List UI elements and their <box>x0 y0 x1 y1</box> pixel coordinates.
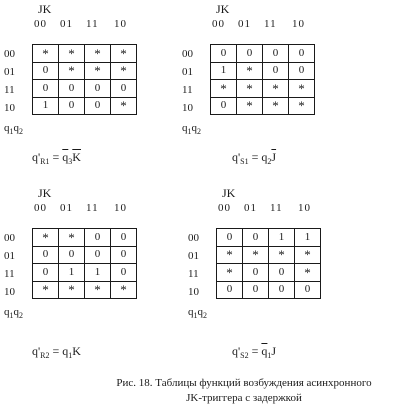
kmap-row <box>217 281 321 299</box>
col-header: 01 <box>60 18 73 30</box>
col-header: 00 <box>212 18 225 30</box>
col-header: 01 <box>238 18 251 30</box>
row-header: 01 <box>188 250 199 262</box>
kmap-cell: * <box>111 97 137 115</box>
kmap-cell: * <box>33 281 59 299</box>
kmap-cell: 0 <box>237 45 263 63</box>
row-header: 10 <box>188 286 199 298</box>
kmap-cell: 1 <box>59 264 85 282</box>
kmap-cell: 0 <box>33 80 59 98</box>
karnaugh-grid <box>32 44 137 115</box>
jk-label: JK <box>38 186 52 200</box>
row-header: 01 <box>4 250 15 262</box>
row-header: 00 <box>188 232 199 244</box>
kmap-row <box>33 45 137 63</box>
kmap-cell: 0 <box>217 229 243 247</box>
row-header: 01 <box>4 66 15 78</box>
col-header: 11 <box>270 202 283 214</box>
col-header: 11 <box>264 18 277 30</box>
kmap-cell: 0 <box>217 281 243 299</box>
q1q2-label: $q_1q_2$ <box>4 122 23 137</box>
kmap-cell: * <box>33 45 59 63</box>
kmap-row <box>33 97 137 115</box>
row-header: 10 <box>182 102 193 114</box>
kmap-cell: 0 <box>85 80 111 98</box>
figure-caption <box>84 376 404 406</box>
kmap-cell: 0 <box>85 97 111 115</box>
kmap-cell: * <box>85 45 111 63</box>
jk-label: JK <box>38 2 52 16</box>
kmap-cell: 0 <box>243 264 269 282</box>
kmap-s1 <box>182 2 342 142</box>
row-header: 00 <box>182 48 193 60</box>
col-header: 11 <box>86 202 99 214</box>
formula-r2: $q'_{R2} = q_1K$ <box>32 344 81 360</box>
row-header: 11 <box>4 84 15 96</box>
kmap-cell: * <box>85 62 111 80</box>
col-header: 10 <box>292 18 305 30</box>
kmap-cell: 0 <box>111 264 137 282</box>
row-header: 10 <box>4 102 15 114</box>
kmap-cell: 0 <box>211 45 237 63</box>
kmap-cell: * <box>111 281 137 299</box>
col-header: 10 <box>114 18 127 30</box>
kmap-cell: 0 <box>263 45 289 63</box>
col-header: 01 <box>244 202 257 214</box>
kmap-cell: 0 <box>263 62 289 80</box>
kmap-cell: * <box>59 281 85 299</box>
col-header: 01 <box>60 202 73 214</box>
kmap-cell: * <box>111 45 137 63</box>
col-header: 00 <box>34 202 47 214</box>
kmap-r1 <box>4 2 164 142</box>
formula-s1: $q'_{S1} = q_2\overline{J}$ <box>232 150 277 166</box>
kmap-cell: * <box>211 80 237 98</box>
kmap-cell: * <box>59 229 85 247</box>
formula-s2: $q'_{S2} = \overline{q}_1J$ <box>232 344 277 360</box>
kmap-row <box>33 264 137 282</box>
kmap-cell: 0 <box>289 45 315 63</box>
kmap-cell: 0 <box>59 80 85 98</box>
kmap-row <box>33 62 137 80</box>
kmap-cell: 0 <box>59 246 85 264</box>
kmap-cell: 0 <box>211 97 237 115</box>
kmap-cell: 1 <box>295 229 321 247</box>
kmap-cell: * <box>217 264 243 282</box>
q1q2-label: $q_1q_2$ <box>4 306 23 321</box>
karnaugh-grid <box>32 228 137 299</box>
kmap-cell: * <box>33 229 59 247</box>
row-header: 10 <box>4 286 15 298</box>
caption-line: JK-триггера с задержкой <box>186 392 302 404</box>
karnaugh-grid <box>210 44 315 115</box>
kmap-row <box>33 229 137 247</box>
formula-r1: $q'_{R1} = \overline{q}_3\overline{K}$ <box>32 150 81 166</box>
kmap-cell: 0 <box>85 229 111 247</box>
kmap-cell: 0 <box>243 229 269 247</box>
kmap-cell: * <box>237 97 263 115</box>
kmap-cell: 1 <box>85 264 111 282</box>
kmap-cell: * <box>237 62 263 80</box>
kmap-r2 <box>4 186 164 326</box>
kmap-cell: * <box>269 246 295 264</box>
caption-line: Рис. 18. Таблицы функций возбуждения асинхронного <box>116 377 372 389</box>
kmap-cell: 1 <box>211 62 237 80</box>
row-header: 01 <box>182 66 193 78</box>
kmap-s2 <box>188 186 348 326</box>
kmap-cell: 1 <box>33 97 59 115</box>
kmap-row <box>33 281 137 299</box>
kmap-cell: 0 <box>295 281 321 299</box>
kmap-cell: * <box>59 62 85 80</box>
kmap-cell: * <box>111 62 137 80</box>
kmap-cell: 0 <box>33 62 59 80</box>
kmap-cell: * <box>289 80 315 98</box>
kmap-cell: * <box>295 264 321 282</box>
kmap-row <box>211 62 315 80</box>
kmap-cell: 0 <box>289 62 315 80</box>
kmap-row <box>217 229 321 247</box>
kmap-row <box>211 80 315 98</box>
kmap-cell: * <box>217 246 243 264</box>
kmap-row <box>33 246 137 264</box>
col-header: 10 <box>114 202 127 214</box>
kmap-cell: 0 <box>269 281 295 299</box>
row-header: 11 <box>188 268 199 280</box>
kmap-cell: * <box>263 97 289 115</box>
kmap-cell: * <box>295 246 321 264</box>
kmap-row <box>211 97 315 115</box>
kmap-cell: 0 <box>85 246 111 264</box>
kmap-cell: 0 <box>33 246 59 264</box>
kmap-cell: * <box>237 80 263 98</box>
q1q2-label: $q_1q_2$ <box>182 122 201 137</box>
kmap-cell: 0 <box>243 281 269 299</box>
jk-label: JK <box>222 186 236 200</box>
jk-label: JK <box>216 2 230 16</box>
kmap-row <box>217 264 321 282</box>
kmap-cell: 0 <box>111 80 137 98</box>
kmap-row <box>33 80 137 98</box>
q1q2-label: $q_1q_2$ <box>188 306 207 321</box>
kmap-cell: 0 <box>111 246 137 264</box>
karnaugh-grid <box>216 228 321 299</box>
kmap-row <box>217 246 321 264</box>
row-header: 11 <box>4 268 15 280</box>
kmap-cell: * <box>59 45 85 63</box>
kmap-cell: 0 <box>59 97 85 115</box>
kmap-cell: * <box>85 281 111 299</box>
kmap-cell: * <box>289 97 315 115</box>
col-header: 00 <box>34 18 47 30</box>
col-header: 00 <box>218 202 231 214</box>
kmap-cell: 0 <box>269 264 295 282</box>
kmap-cell: 1 <box>269 229 295 247</box>
kmap-cell: 0 <box>111 229 137 247</box>
row-header: 00 <box>4 232 15 244</box>
kmap-cell: * <box>263 80 289 98</box>
kmap-row <box>211 45 315 63</box>
col-header: 10 <box>298 202 311 214</box>
row-header: 11 <box>182 84 193 96</box>
kmap-cell: * <box>243 246 269 264</box>
col-header: 11 <box>86 18 99 30</box>
kmap-cell: 0 <box>33 264 59 282</box>
row-header: 00 <box>4 48 15 60</box>
